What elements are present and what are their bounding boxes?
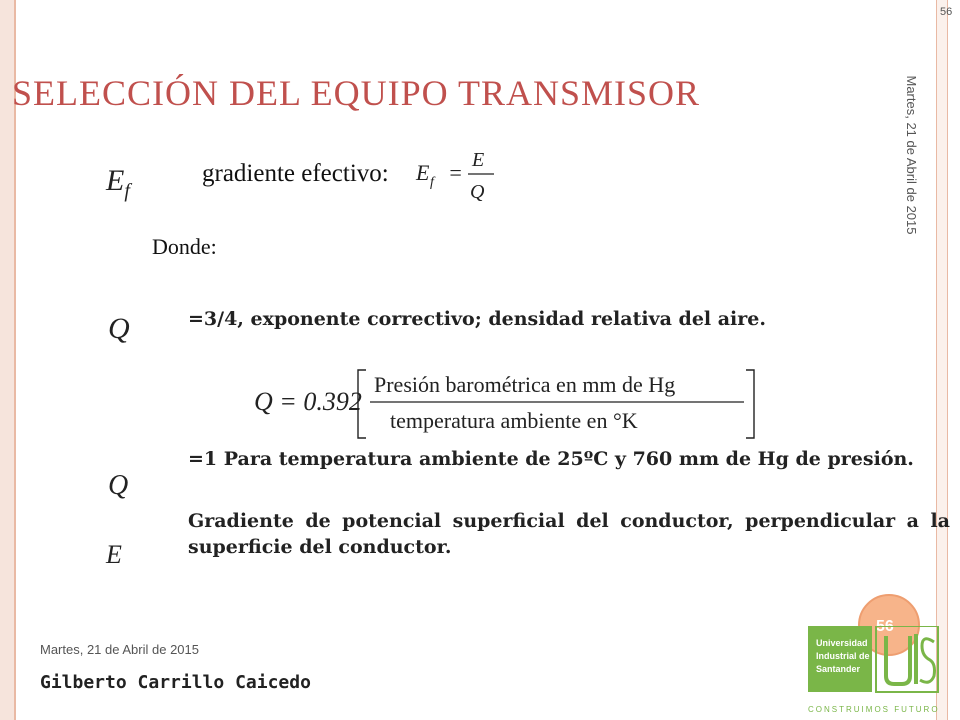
vertical-date [882,70,922,240]
gradient-label: gradiente efectivo: [202,160,389,187]
footer-date: Martes, 21 de Abril de 2015 [40,642,199,657]
definition-q-standard: =1 Para temperatura ambiente de 25ºC y 760 mm de Hg de presión. [188,448,914,470]
donde-label: Donde: [152,234,217,259]
formula-lhs: E [416,160,430,185]
logo-line1: Universidad [816,638,868,648]
uis-logo [808,626,942,716]
q-formula-denominator: temperatura ambiente en °K [390,408,638,433]
q-symbol-2: Q [108,470,129,501]
logo-line2: Industrial de [816,651,870,661]
slide-title: SELECCIÓN DEL EQUIPO TRANSMISOR [12,73,701,113]
vertical-date-text: Martes, 21 de Abril de 2015 [904,75,919,235]
ef-symbol: $E_f$ [106,164,130,202]
q-symbol-1: Q [108,312,130,345]
q-formula-numerator: Presión barométrica en mm de Hg [374,372,676,397]
logo-line3: Santander [816,664,861,674]
definition-q-exponent: =3/4, exponente correctivo; densidad relativa del aire. [188,308,766,330]
q-formula [254,366,764,442]
right-strip [936,0,948,720]
page-number-top: 56 [940,6,953,18]
definition-e-gradient: Gradiente de potencial superficial del conductor, perpendicular a la superficie del conductor. [188,510,950,558]
formula-eq: = [448,160,463,185]
footer-author: Gilberto Carrillo Caicedo [40,672,311,693]
formula-num: E [472,149,485,171]
e-symbol: E [106,540,122,569]
gradient-formula [414,142,504,206]
q-formula-lhs: Q = 0.392 [254,387,362,416]
formula-lhs-sub: f [430,175,434,190]
bracket-right [746,370,754,438]
logo-u-glyph [886,636,910,684]
logo-s-glyph [920,639,935,682]
page-number-badge-text: 56 [876,618,894,635]
logo-tagline: CONSTRUIMOS FUTURO [808,705,940,714]
formula-den: Q [470,181,485,203]
